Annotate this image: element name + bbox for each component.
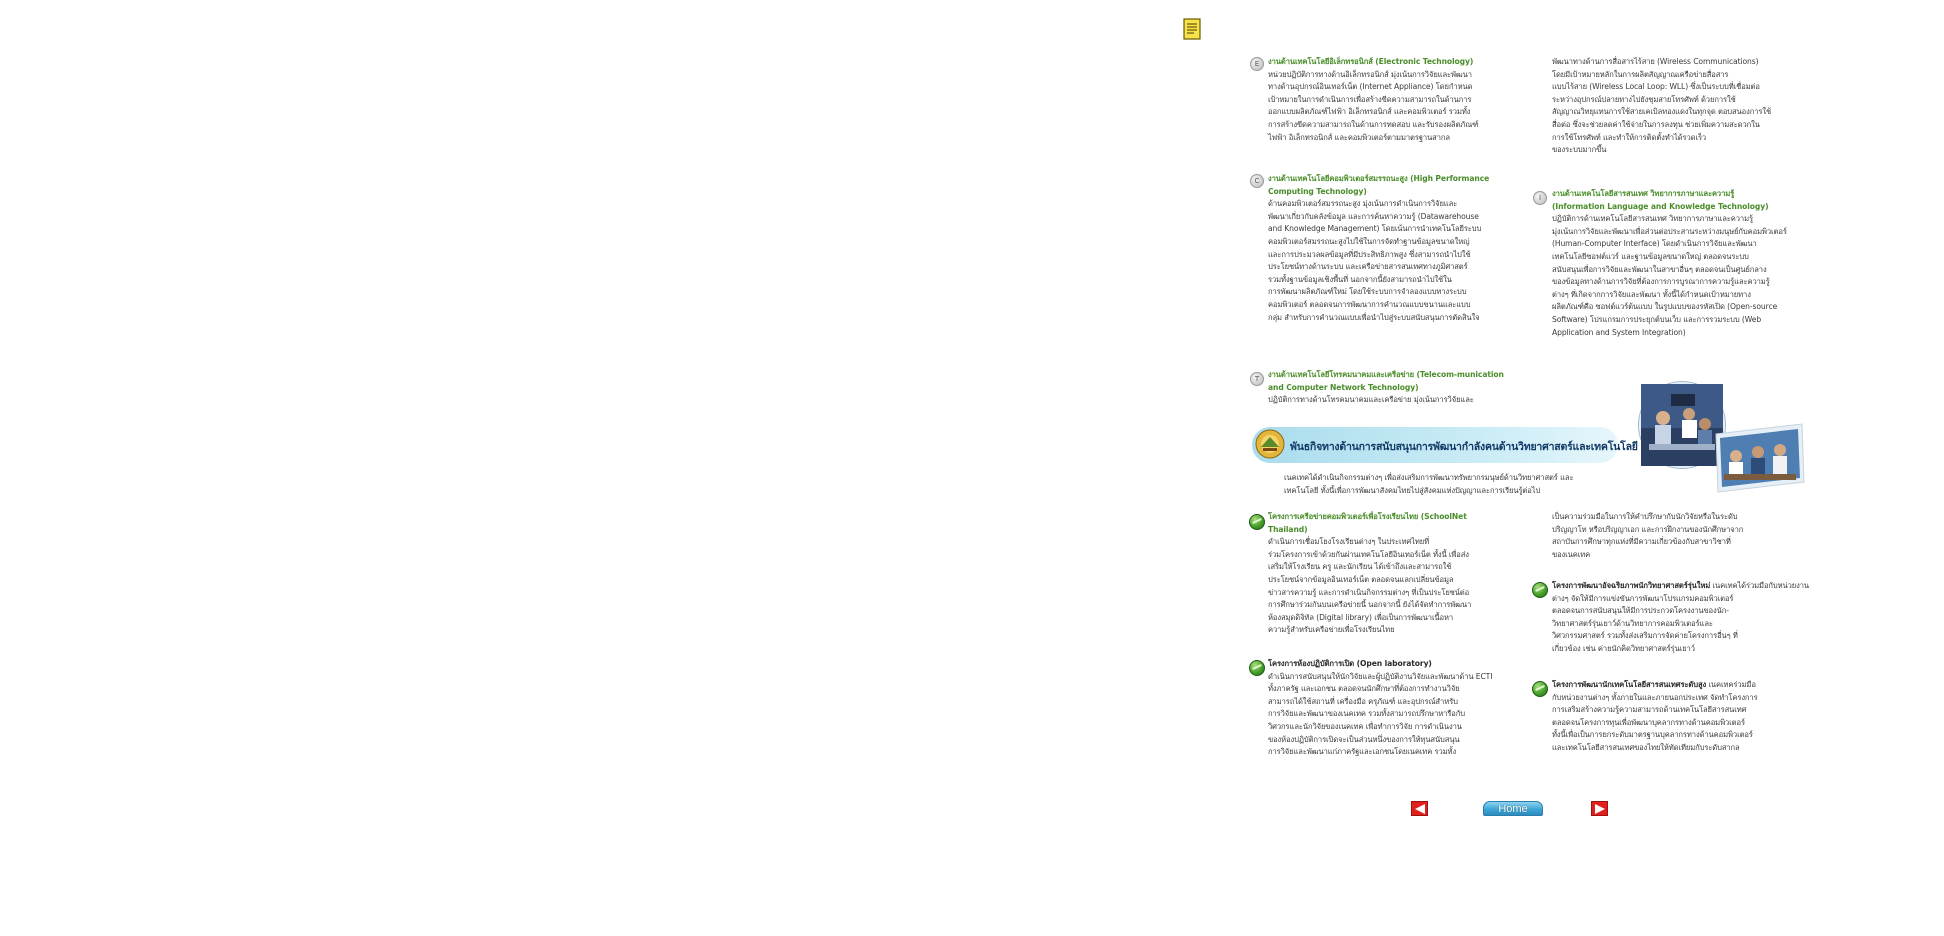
- project-title: โครงการเครือข่ายคอมพิวเตอร์เพื่อโรงเรียนไทย (SchoolNet Thailand): [1268, 512, 1467, 534]
- globe-icon: [1532, 582, 1548, 598]
- section-marker-i: I: [1533, 191, 1547, 205]
- mission-logo-icon: [1255, 429, 1285, 459]
- section-telecom: งานด้านเทคโนโลยีโทรคมนาคมและเครือข่าย (Telecom-munication and Computer Network Technology) ปฏิบัติการทางด้านโทรคมนาคมและเครือข่าย มุ่งเน้นการวิจัยและ: [1268, 369, 1506, 407]
- section-electronic: งานด้านเทคโนโลยีอิเล็กทรอนิกส์ (Electronic Technology) หน่วยปฏิบัติการทางด้านอิเล็กทรอนิกส์ มุ่งเน้นการวิจัยและพัฒนา ทางด้านอุปกรณ์อินเทอร์เน็ต (Internet Appliance) โดยกำหนด เป้าหมายในการดำเนินการเพื่อสร้างขีดความสามารถในด้านการ ออกแบบผลิตภัณฑ์ไฟฟ้า อิเล็กทรอนิกส์ และคอมพิวเตอร์ รวมทั้ง การสร้างขีดความสามารถในด้านการทดสอบ และรับรองผลิตภัณฑ์ ไฟฟ้า อิเล็กทรอนิกส์ และคอมพิวเตอร์ตามมาตรฐานสากล: [1268, 56, 1506, 144]
- globe-icon: [1249, 514, 1265, 530]
- notes-icon[interactable]: [1183, 18, 1201, 40]
- project-schoolnet: โครงการเครือข่ายคอมพิวเตอร์เพื่อโรงเรียนไทย (SchoolNet Thailand) ดำเนินการเชื่อมโยงโรงเรียนต่างๆ ในประเทศไทยที่ ร่วมโครงการเข้าด้วยกันผ่านเทคโนโลยีอินเทอร์เน็ต ทั้งนี้ เพื่อส่ง เสริมให้โรงเรียน ครู และนักเรียน ได้เข้าถึงและสามารถใช้ ประโยชน์จากข้อมูลอินเทอร์เน็ต ตลอดจนแลกเปลี่ยนข้อมูล ข่าวสารความรู้ และการดำเนินกิจกรรมต่างๆ ที่เป็นประโยชน์ต่อ การศึกษาร่วมกันบนเครือข่ายนี้ นอกจากนี้ ยังได้จัดทำการพัฒนา ห้องสมุดดิจิทัล (Digital library) เพื่อเป็นการพัฒนาเนื้อหา ความรู้สำหรับเครือข่ายเพื่อโรงเรียนไทย: [1268, 511, 1506, 637]
- prev-page-button[interactable]: [1411, 801, 1428, 816]
- section-marker-c: C: [1250, 174, 1264, 188]
- students-photo: [1714, 424, 1806, 492]
- section-marker-t: T: [1250, 372, 1264, 386]
- mission-intro: เนคเทคได้ดำเนินกิจกรรมต่างๆ เพื่อส่งเสริมการพัฒนาทรัพยากรมนุษย์ด้านวิทยาศาสตร์ และ เทคโนโลยี ทั้งนี้เพื่อการพัฒนาสังคมไทยไปสู่สังคมแห่งปัญญาและการเรียนรู้ต่อไป: [1284, 473, 1574, 495]
- section-title: งานด้านเทคโนโลยีสารสนเทศ วิทยาการภาษาและความรู้ (Information Language and Knowledge Technology): [1552, 189, 1769, 211]
- project-open-lab-continued: เป็นความร่วมมือในการให้คำปรึกษากับนักวิจัยหรือในระดับ ปริญญาโท หรือปริญญาเอก และการฝึกงานของนักศึกษาจาก สถาบันการศึกษาทุกแห่งที่มีความเกี่ยวข้องกับสาขาวิชาที่ ของเนคเทค: [1552, 512, 1744, 559]
- project-young-scientist: โครงการพัฒนาอัจฉริยภาพนักวิทยาศาสตร์รุ่นใหม่ เนคเทคได้ร่วมมือกับหน่วยงาน ต่างๆ จัดให้มีการแข่งขันการพัฒนาโปรแกรมคอมพิวเตอร์ ตลอดจนการสนับสนุนให้มีการประกวดโครงงานของนัก- วิทยาศาสตร์รุ่นเยาว์ด้านวิทยาการคอมพิวเตอร์และ วิศวกรรมศาสตร์ รวมทั้งส่งเสริมการจัดค่ายโครงการอื่นๆ ที่ เกี่ยวข้อง เช่น ค่ายนักคิดวิทยาศาสตร์รุ่นเยาว์: [1552, 581, 1810, 653]
- project-it-professionals: โครงการพัฒนานักเทคโนโลยีสารสนเทศระดับสูง เนคเทคร่วมมือ กับหน่วยงานต่างๆ ทั้งภายในและภายนอกประเทศ จัดทำโครงการ การเสริมสร้างความรู้ความสามารถด้านเทคโนโลยีสารสนเทศ ตลอดจนโครงการทุนเพื่อพัฒนาบุคลากรทางด้านคอมพิวเตอร์ ทั้งนี้เพื่อเป็นการยกระดับมาตรฐานบุคลากรทางด้านคอมพิวเตอร์ และเทคโนโลยีสารสนเทศของไทยให้ทัดเทียมกับระดับสากล: [1552, 680, 1758, 752]
- section-hpc: งานด้านเทคโนโลยีคอมพิวเตอร์สมรรถนะสูง (High Performance Computing Technology) ด้านคอมพิวเตอร์สมรรถนะสูง มุ่งเน้นการดำเนินการวิจัยและ พัฒนาเกี่ยวกับคลังข้อมูล และการค้นหาความรู้ (Datawarehouse and Knowledge Management) โดยเน้นการนำเทคโนโลยีระบบ คอมพิวเตอร์สมรรถนะสูงไปใช้ในการจัดทำฐานข้อมูลขนาดใหญ่ และการประมวลผลข้อมูลที่มีประสิทธิภาพสูง ซึ่งสามารถนำไปใช้ ประโยชน์ทางด้านระบบ และเครือข่ายสารสนเทศทางภูมิศาสตร์ รวมทั้งฐานข้อมูลเชิงพื้นที่ นอกจากนี้ยังสามารถนำไปใช้ใน การพัฒนาผลิตภัณฑ์ใหม่ โดยใช้ระบบการจำลองแบบทางระบบ คอมพิวเตอร์ ตลอดจนการพัฒนาการคำนวณแบบขนานและแบบ กลุ่ม สำหรับการคำนวณแบบเพื่อนำไปสู่ระบบสนับสนุนการตัดสินใจ: [1268, 173, 1506, 324]
- workshop-photo: [1639, 382, 1725, 468]
- next-page-button[interactable]: [1591, 801, 1608, 816]
- home-button[interactable]: Home: [1483, 801, 1543, 816]
- project-title: โครงการพัฒนานักเทคโนโลยีสารสนเทศระดับสูง: [1552, 680, 1707, 689]
- section-title: งานด้านเทคโนโลยีโทรคมนาคมและเครือข่าย (Telecom-munication and Computer Network Technology): [1268, 370, 1504, 392]
- prev-arrow-icon: [1414, 804, 1426, 814]
- section-title: งานด้านเทคโนโลยีอิเล็กทรอนิกส์ (Electronic Technology): [1268, 57, 1474, 66]
- next-arrow-icon: [1594, 804, 1606, 814]
- globe-icon: [1532, 681, 1548, 697]
- project-open-lab: โครงการห้องปฏิบัติการเปิด (Open laboratory) ดำเนินการสนับสนุนให้นักวิจัยและผู้ปฏิบัติงานวิจัยและพัฒนาด้าน ECTI ทั้งภาครัฐ และเอกชน ตลอดจนนักศึกษาที่ต้องการทำงานวิจัย สามารถได้ใช้สถานที่ เครื่องมือ ครุภัณฑ์ และอุปกรณ์สำหรับ การวิจัยและพัฒนาของเนคเทค รวมทั้งสามารถปรึกษาหารือกับ วิศวกรและนักวิจัยของเนคเทค เพื่อทำการวิจัย การดำเนินงาน ของห้องปฏิบัติการเปิดจะเป็นส่วนหนึ่งของการให้ทุนสนับสนุน การวิจัยและพัฒนาแก่ภาครัฐและเอกชนโดยเนคเทค รวมทั้ง: [1268, 658, 1506, 759]
- section-information: งานด้านเทคโนโลยีสารสนเทศ วิทยาการภาษาและความรู้ (Information Language and Knowledge Technology) ปฏิบัติการด้านเทคโนโลยีสารสนเทศ วิทยาการภาษาและความรู้ มุ่งเน้นการวิจัยและพัฒนาเพื่อส่วนต่อประสานระหว่างมนุษย์กับคอมพิวเตอร์ (Human-Computer Interface) โดยดำเนินการวิจัยและพัฒนา เทคโนโลยีซอฟต์แวร์ และฐานข้อมูลขนาดใหญ่ ตลอดจนระบบ สนับสนุนเพื่อการวิจัยและพัฒนาในสาขาอื่นๆ ตลอดจนเป็นศูนย์กลาง ของข้อมูลทางด้านการวิจัยที่ต้องการการบูรณาการความรู้และความรู้ ต่างๆ ที่เกิดจากการวิจัยและพัฒนา ทั้งนี้ได้กำหนดเป้าหมายทาง ผลิตภัณฑ์คือ ซอฟต์แวร์ต้นแบบ ในรูปแบบของรหัสเปิด (Open-source Software) โปรแกรมการประยุกต์บนเว็บ และการรวมระบบ (Web Application and System Integration): [1552, 189, 1787, 337]
- section-telecom-continued: พัฒนาทางด้านการสื่อสารไร้สาย (Wireless Communications) โดยมีเป้าหมายหลักในการผลิตสัญญาณเครือข่ายสื่อสาร แบบไร้สาย (Wireless Local Loop: WLL) ซึ่งเป็นระบบที่เชื่อมต่อ ระหว่างอุปกรณ์ปลายทางไปยังชุมสายโทรศัพท์ ด้วยการใช้ สัญญาณวิทยุแทนการใช้สายเคเบิลทองแดงในทุกจุด ตอบสนองการใช้ สื่อต่อ ซึ่งจะช่วยลดค่าใช้จ่ายในการลงทุน ช่วยเพิ่มความสะดวกใน การใช้โทรศัพท์ และทำให้การติดตั้งทำได้รวดเร็ว ของระบบมากขึ้น: [1552, 57, 1772, 155]
- globe-icon: [1249, 660, 1265, 676]
- section-marker-e: E: [1250, 57, 1264, 71]
- banner-title: พันธกิจทางด้านการสนับสนุนการพัฒนากำลังคนด้านวิทยาศาสตร์และเทคโนโลยี: [1290, 441, 1638, 453]
- section-title: งานด้านเทคโนโลยีคอมพิวเตอร์สมรรถนะสูง (High Performance Computing Technology): [1268, 174, 1490, 196]
- project-title: โครงการห้องปฏิบัติการเปิด (Open laboratory): [1268, 659, 1432, 668]
- project-title: โครงการพัฒนาอัจฉริยภาพนักวิทยาศาสตร์รุ่นใหม่: [1552, 581, 1711, 590]
